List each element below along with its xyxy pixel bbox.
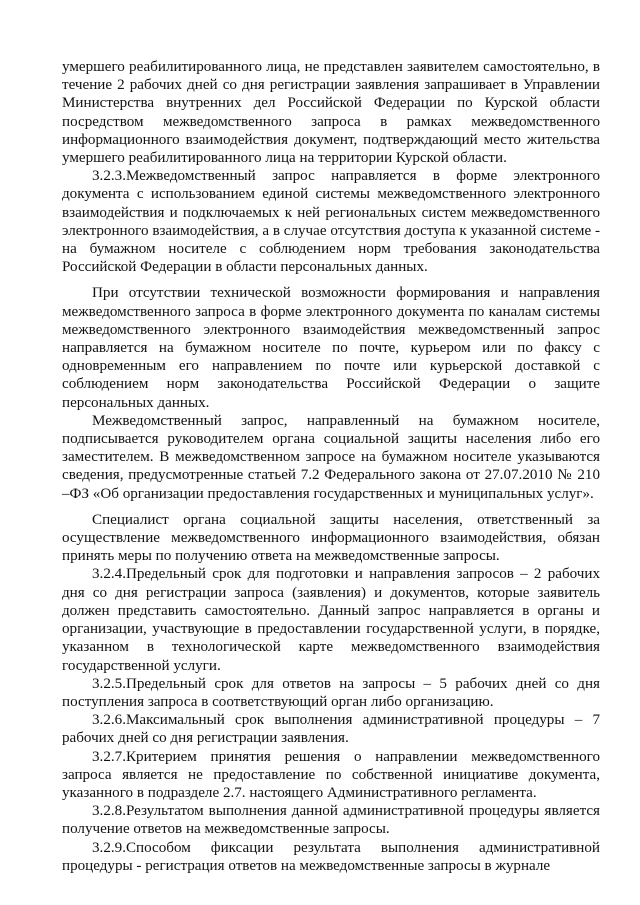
document-page	[62, 58, 600, 875]
paragraph-3-2-3: 3.2.3.Межведомственный запрос направляется в форме электронного документа с использованием единой системы межведомственного электронного взаимодействия и подключаемых к ней региональных систем межведомственного электронного взаимодействия, а в случае отсутствия доступа к указанной системе - на бумажном носителе с соблюдением норм требования законодательства Российской Федерации в области персональных данных.	[62, 168, 600, 276]
paragraph-3-2-4: 3.2.4.Предельный срок для подготовки и направления запросов – 2 рабочих дня со дня регистрации запроса (заявления) и документов, которые заявитель должен представить самостоятельно. Данный запрос направляется в органы и организации, участвующие в предоставлении государственной услуги, в порядке, указанном в технологической карте межведомственного взаимодействия государственной услуги.	[62, 566, 600, 674]
paragraph-3-2-9: 3.2.9.Способом фиксации результата выполнения административной процедуры - регистрация ответов на межведомственные запросы в журнале	[62, 839, 600, 874]
paragraph-3-2-7: 3.2.7.Критерием принятия решения о направлении межведомственного запроса является не предоставление по собственной инициативе документа, указанного в подразделе 2.7. настоящего Административного регламента.	[62, 748, 600, 801]
paragraph-3-2-5: 3.2.5.Предельный срок для ответов на запросы – 5 рабочих дней со дня поступления запроса в соответствующий орган либо организацию.	[62, 675, 600, 710]
paragraph-3-2-6: 3.2.6.Максимальный срок выполнения административной процедуры – 7 рабочих дней со дня регистрации заявления.	[62, 712, 600, 747]
paragraph-paper-request: Межведомственный запрос, направленный на бумажном носителе, подписывается руководителем органа социальной защиты населения либо его заместителем. В межведомственном запросе на бумажном носителе указываются сведения, предусмотренные статьей 7.2 Федерального закона от 27.07.2010 № 210 –ФЗ «Об организации предоставления государственных и муниципальных услуг».	[62, 412, 600, 502]
paragraph-3-2-8: 3.2.8.Результатом выполнения данной административной процедуры является получение ответов на межведомственные запросы.	[62, 803, 600, 838]
paragraph-specialist: Специалист органа социальной защиты населения, ответственный за осуществление межведомственного информационного взаимодействия, обязан принять меры по получению ответа на межведомственные запросы.	[62, 511, 600, 565]
paragraph-continuation: умершего реабилитированного лица, не представлен заявителем самостоятельно, в течение 2 рабочих дней со дня регистрации заявления запрашивает в Управлении Министерства внутренних дел Российской Федерации по Курской области посредством межведомственного запроса в рамках межведомственного информационного взаимодействия документ, подтверждающий место жительства умершего реабилитированного лица на территории Курской области.	[62, 59, 600, 167]
paragraph-no-technical-possibility: При отсутствии технической возможности формирования и направления межведомственного запроса в форме электронного документа по каналам системы межведомственного электронного взаимодействия межведомственный запрос направляется на бумажном носителе по почте, курьером или по факсу с одновременным его направлением по почте или курьерской доставкой с соблюдением норм законодательства Российской Федерации о защите персональных данных.	[62, 285, 600, 411]
